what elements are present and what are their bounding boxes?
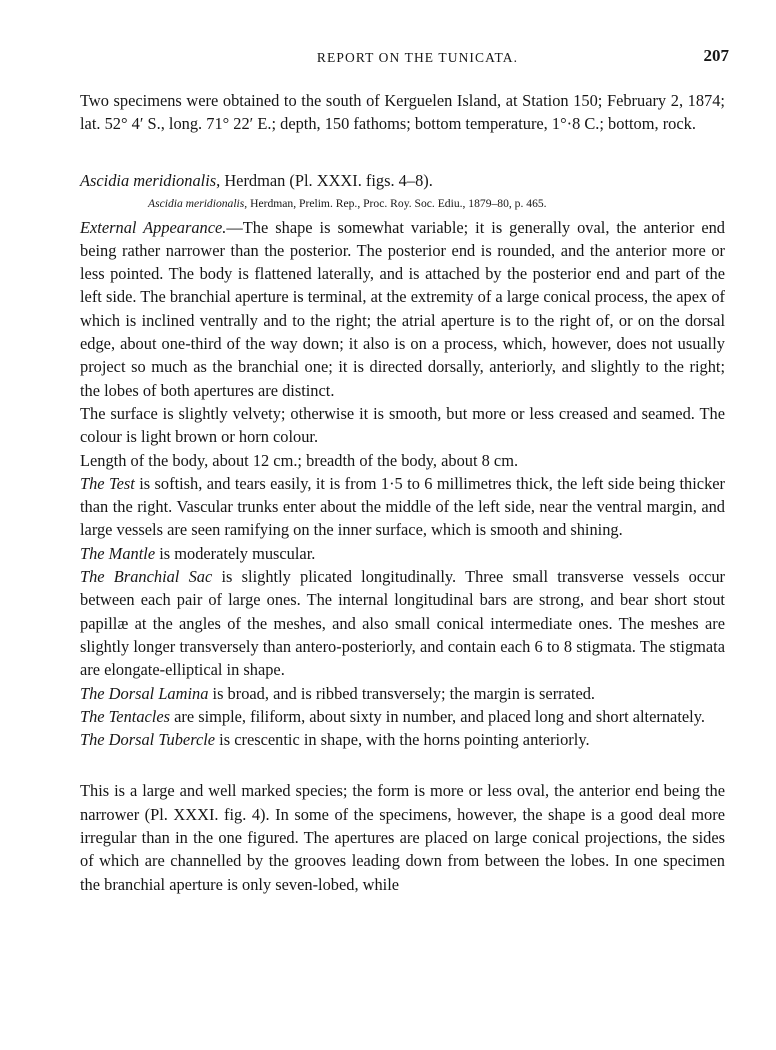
text-mantle: is moderately muscular. [155,543,316,563]
description-dorsal-tubercle [80,728,725,751]
text-external-appearance: —The shape is somewhat variable; it is generally oval, the anterior end being rather narrower than the posterior. The posterior end is rounded, and the anterior more or less pointed. The body is flattened laterally, and is attached by the posterior end and part of the left side. The branchial aperture is terminal, at the extremity of a large conical process, the apex of which is inclined ventrally and to the right; the atrial aperture is to the right of, or on the dorsal edge, about one-third of the way down; it also is on a process, which, however, does not usually project so much as the branchial one; it is directed dorsally, anteriorly, and slightly to the right; the lobes of both apertures are distinct. [80,217,725,400]
closing-paragraph: This is a large and well marked species; the form is more or less oval, the anterior end being the narrower (Pl. XXXI. fig. 4). In some of the specimens, however, the shape is a good deal more irregular than in the one figured. The apertures are placed on large conical projections, the sides of which are channelled by the grooves leading down from between the lobes. In one specimen the branchial aperture is only seven-lobed, while [80,781,725,894]
description-section [80,216,725,752]
description-dorsal-lamina [80,682,725,705]
text-dorsal-tubercle: is crescentic in shape, with the horns pointing anteriorly. [215,730,590,750]
description-tentacles [80,705,725,728]
species-heading-rest: , Herdman (Pl. XXXI. figs. 4–8). [216,170,433,190]
intro-paragraph: Two specimens were obtained to the south of Kerguelen Island, at Station 150; February 2, 1874; lat. 52° 4′ S., long. 71° 22′ E.; depth, 150 fathoms; bottom temperature, 1°·8 C.; bottom, rock. [80,91,725,134]
text-test: is softish, and tears easily, it is from 1·5 to 6 millimetres thick, the left side being thicker than the right. Vascular trunks enter about the middle of the left side, near the ventral margin, and large vessels are seen ramifying on the inner surface, which is smooth and shining. [80,473,725,540]
lead-branchial-sac: The Branchial Sac [80,567,213,587]
lead-test: The Test [80,473,135,493]
description-dimensions [80,449,725,472]
text-branchial-sac: is slightly plicated longitudinally. Three small transverse vessels occur between each pair of large ones. The internal longitudinal bars are strong, and bear short stout papillæ at the angles of the meshes, and also small conical intermediate ones. The meshes are slightly longer transversely than antero-posteriorly, and contain each 6 to 8 stigmata. The stigmata are elongate-elliptical in shape. [80,567,725,680]
species-heading [80,169,725,192]
lead-tentacles: The Tentacles [80,706,170,726]
text-tentacles: are simple, filiform, about sixty in number, and placed long and short alternately. [170,706,705,726]
species-name: Ascidia meridionalis [80,170,217,190]
lead-external-appearance: External Appearance. [80,217,227,237]
page-number: 207 [703,46,729,65]
text-surface: The surface is slightly velvety; otherwise it is smooth, but more or less creased and seamed. The colour is light brown or horn colour. [80,403,725,447]
synonymy-reference [80,195,725,212]
lead-mantle: The Mantle [80,543,156,563]
text-dorsal-lamina: is broad, and is ribbed transversely; the margin is serrated. [208,683,596,703]
lead-dorsal-lamina: The Dorsal Lamina [80,683,209,703]
synonymy-citation: , Herdman, Prelim. Rep., Proc. Roy. Soc. Ediu., 1879–80, p. 465. [244,196,547,210]
description-surface [80,402,725,449]
running-head [80,40,729,68]
page [80,40,729,896]
description-mantle [80,542,725,565]
synonymy-name: Ascidia meridionalis [148,196,245,210]
lead-dorsal-tubercle: The Dorsal Tubercle [80,730,216,750]
running-title: REPORT ON THE TUNICATA. [316,50,519,65]
description-external-appearance [80,216,725,402]
description-branchial-sac [80,565,725,681]
description-test [80,472,725,542]
text-dimensions: Length of the body, about 12 cm.; breadth of the body, about 8 cm. [80,450,519,470]
